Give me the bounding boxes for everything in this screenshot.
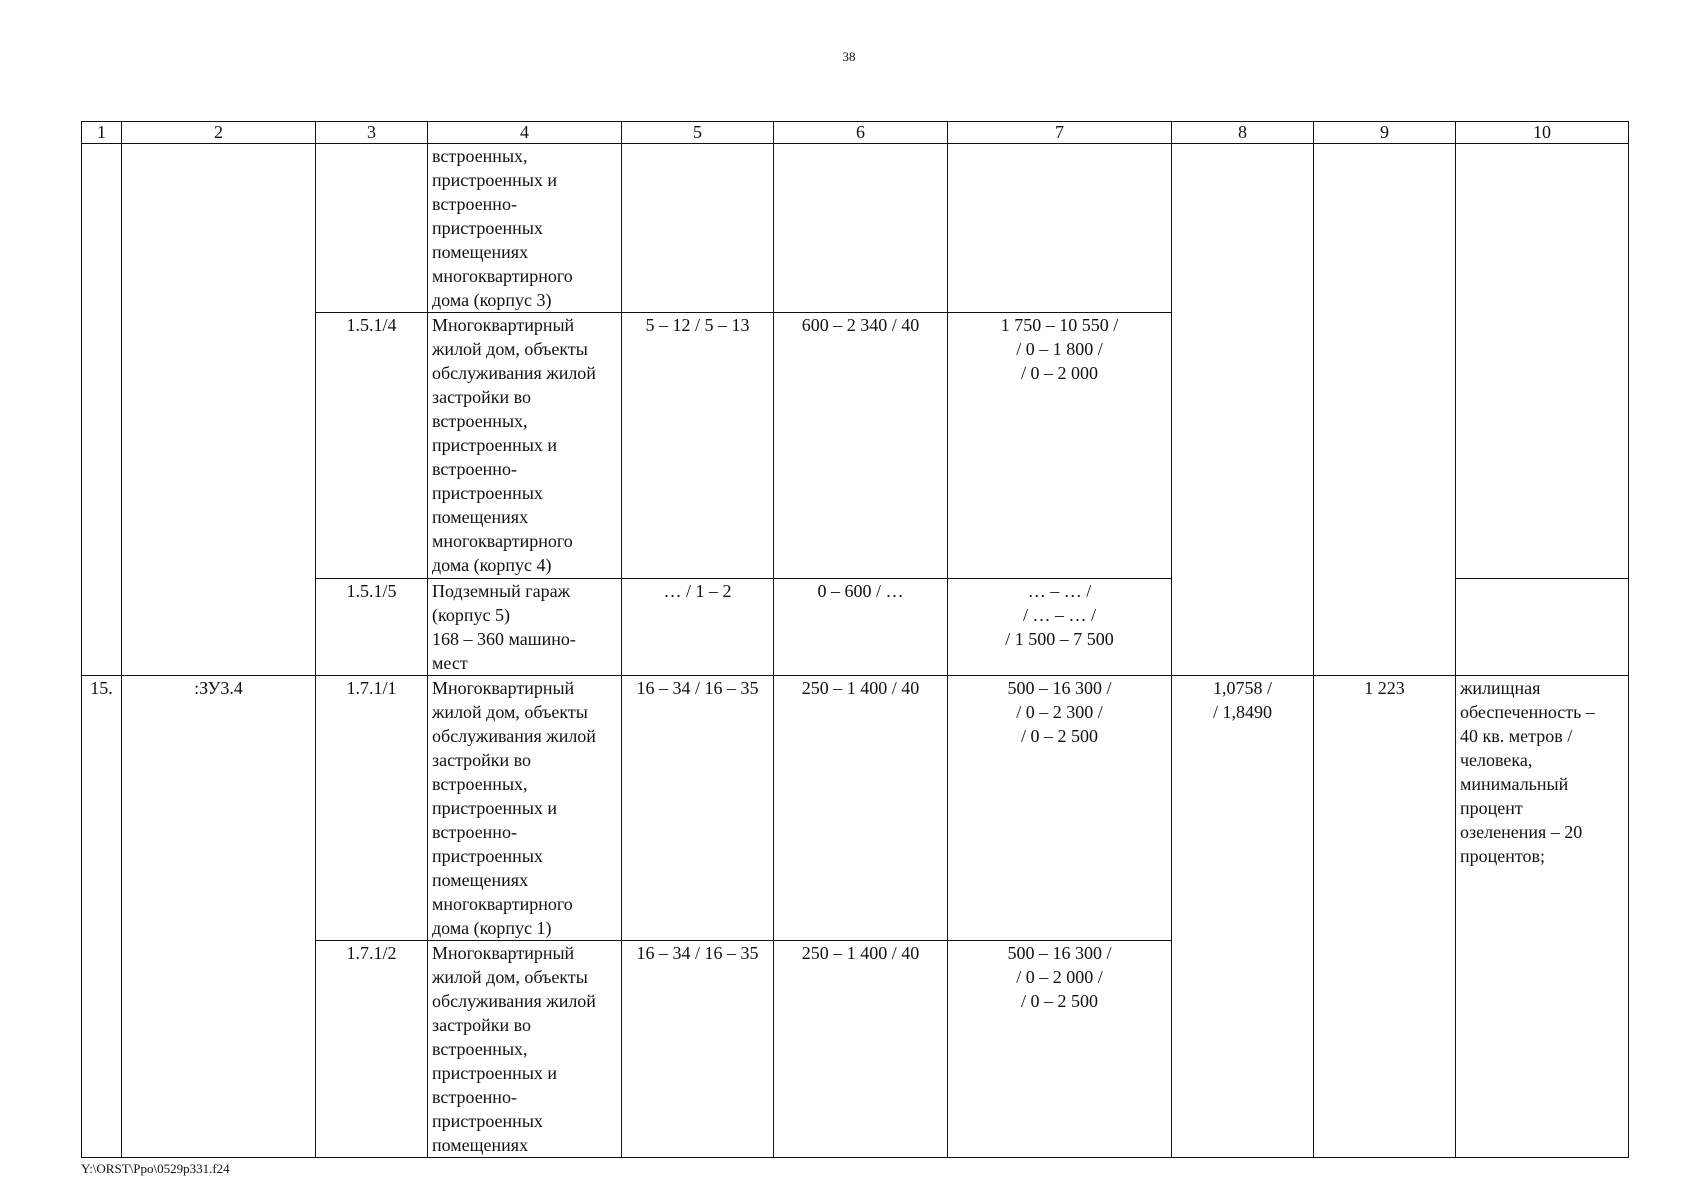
cell-text: 16 – 34 / 16 – 35: [636, 678, 759, 698]
cell-text: 1.7.1/1: [346, 678, 397, 698]
cell-text: Многоквартирный жилой дом, объекты обслуживания жилой застройки во встроенных, пристроенных и встроенно- пристроенных помещениях многоквартирного дома (корпус 1): [432, 678, 596, 938]
table-cell: [774, 676, 948, 941]
table-cell: [948, 313, 1172, 579]
table-cell: [948, 676, 1172, 941]
column-header: 5: [622, 122, 774, 144]
table-cell: [622, 941, 774, 1158]
table-cell: [622, 313, 774, 579]
cell-text: :ЗУ3.4: [194, 678, 243, 698]
cell-text: 15.: [90, 678, 113, 698]
data-table: [81, 121, 1629, 1158]
cell-text: 250 – 1 400 / 40: [801, 943, 920, 963]
table-cell: [1314, 676, 1456, 1158]
cell-text: 250 – 1 400 / 40: [801, 678, 920, 698]
cell-text: 1 223: [1364, 678, 1405, 698]
cell-text: … – … / / … – … / / 1 500 – 7 500: [1005, 581, 1114, 649]
table-cell: [316, 676, 428, 941]
table-cell: [1172, 676, 1314, 1158]
cell-text: 1.5.1/4: [346, 315, 397, 335]
cell-text: 5 – 12 / 5 – 13: [645, 315, 750, 335]
table-cell: [428, 313, 622, 579]
table-header-row: [82, 122, 1629, 144]
column-header: 8: [1172, 122, 1314, 144]
table-cell: [316, 941, 428, 1158]
cell-text: жилищная обеспеченность – 40 кв. метров / человека, минимальный процент озеленения – 20 процентов;: [1460, 678, 1595, 866]
cell-text: Подземный гараж (корпус 5) 168 – 360 машино- мест: [432, 581, 576, 673]
table-cell: [774, 144, 948, 313]
page-number: 38: [842, 49, 856, 64]
table-cell: [774, 579, 948, 676]
cell-text: 500 – 16 300 / / 0 – 2 300 / / 0 – 2 500: [1007, 678, 1112, 746]
cell-text: 1.5.1/5: [346, 581, 397, 601]
cell-text: 1.7.1/2: [346, 943, 397, 963]
table-cell: [1456, 144, 1629, 579]
column-header: 2: [122, 122, 316, 144]
table-cell: [774, 941, 948, 1158]
table-cell: [622, 144, 774, 313]
table-cell: [82, 144, 122, 676]
cell-text: 500 – 16 300 / / 0 – 2 000 / / 0 – 2 500: [1007, 943, 1112, 1011]
column-header: 4: [428, 122, 622, 144]
file-path-footer: Y:\ORST\Ppo\0529p331.f24: [81, 1161, 230, 1176]
column-header: 1: [82, 122, 122, 144]
column-header: 7: [948, 122, 1172, 144]
table-cell: [948, 941, 1172, 1158]
table-cell: [1456, 579, 1629, 676]
table-cell: [122, 144, 316, 676]
cell-text: 16 – 34 / 16 – 35: [636, 943, 759, 963]
table-row: [82, 676, 1629, 941]
column-header: 10: [1456, 122, 1629, 144]
table-cell: [948, 579, 1172, 676]
table-cell: [316, 144, 428, 313]
table-cell: [316, 313, 428, 579]
table-cell: [428, 941, 622, 1158]
table-cell: [82, 676, 122, 1158]
table-cell: [1172, 144, 1314, 676]
table-cell: [1314, 144, 1456, 676]
table-cell: [122, 676, 316, 1158]
cell-text: … / 1 – 2: [663, 581, 732, 601]
cell-text: встроенных, пристроенных и встроенно- пристроенных помещениях многоквартирного дома (корпус 3): [432, 146, 573, 310]
table-row: [82, 144, 1629, 313]
cell-text: 600 – 2 340 / 40: [801, 315, 920, 335]
table-cell: [428, 676, 622, 941]
table-cell: [774, 313, 948, 579]
column-header: 9: [1314, 122, 1456, 144]
column-header: 6: [774, 122, 948, 144]
table-cell: [1456, 676, 1629, 1158]
table-cell: [428, 144, 622, 313]
column-header: 3: [316, 122, 428, 144]
table-cell: [622, 676, 774, 941]
cell-text: Многоквартирный жилой дом, объекты обслуживания жилой застройки во встроенных, пристроенных и встроенно- пристроенных помещениях многоквартирного дома (корпус 4): [432, 315, 596, 575]
cell-text: Многоквартирный жилой дом, объекты обслуживания жилой застройки во встроенных, пристроенных и встроенно- пристроенных помещениях: [432, 943, 596, 1155]
cell-text: 1,0758 / / 1,8490: [1212, 678, 1272, 722]
cell-text: 1 750 – 10 550 / / 0 – 1 800 / / 0 – 2 000: [1000, 315, 1119, 383]
table-cell: [316, 579, 428, 676]
cell-text: 0 – 600 / …: [817, 581, 904, 601]
table-cell: [948, 144, 1172, 313]
table-cell: [622, 579, 774, 676]
table-cell: [428, 579, 622, 676]
